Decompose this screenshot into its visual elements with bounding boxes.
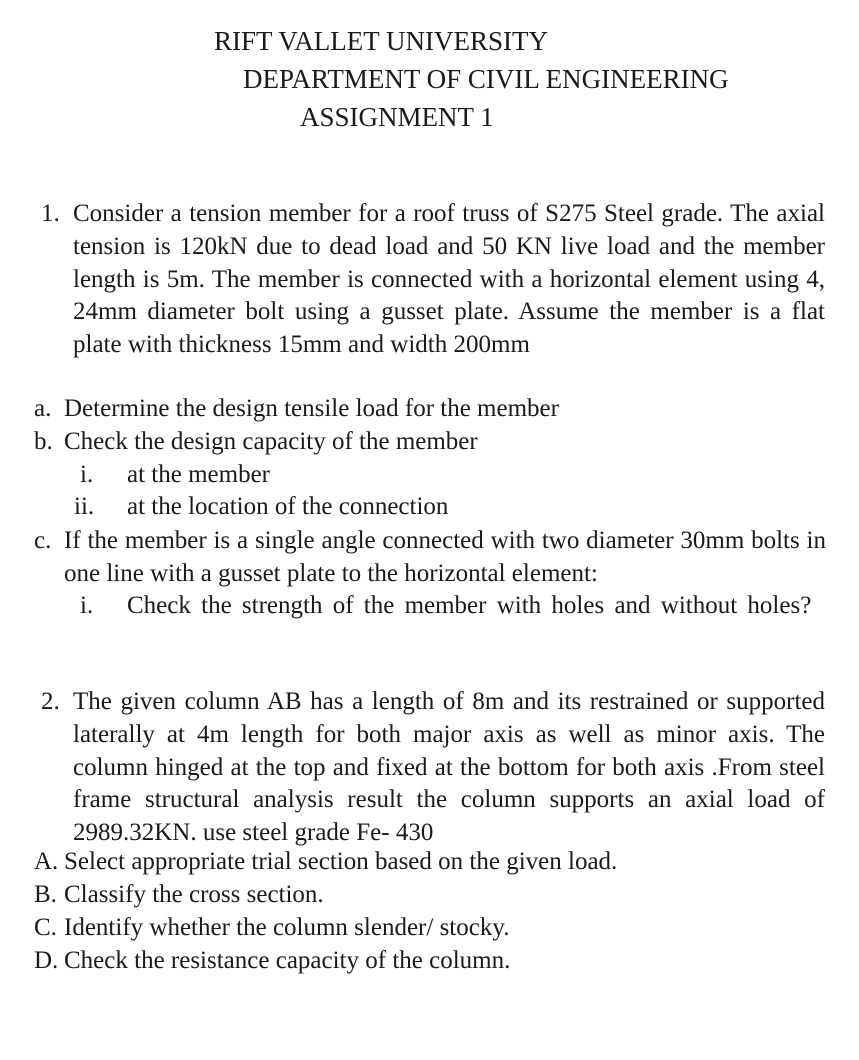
question-2-part-d	[34, 946, 510, 976]
subpart-text: at the member	[127, 461, 270, 488]
part-text: Identify whether the column slender/ stocky.	[64, 914, 510, 941]
part-text: Select appropriate trial section based on the given load.	[64, 848, 618, 875]
part-label: a.	[34, 395, 52, 422]
part-text: Check the design capacity of the member	[64, 428, 478, 455]
assignment-title: ASSIGNMENT 1	[300, 102, 494, 132]
part-label: b.	[34, 428, 53, 455]
question-2-text: The given column AB has a length of 8m and its restrained or supported laterally at 4m length for both major axis as well as minor axis. The column hinged at the top and fixed at the bottom for both axis .From steel frame structural analysis result the column supports an axial load of 2989.32KN. use steel grade Fe- 430	[73, 688, 825, 847]
subpart-label: i.	[80, 592, 94, 619]
part-label: c.	[34, 527, 52, 554]
question-1-part-c	[34, 525, 826, 590]
question-2-part-a	[34, 847, 617, 877]
question-2-part-c	[34, 913, 509, 943]
part-label: A.	[34, 848, 59, 875]
department-name: DEPARTMENT OF CIVIL ENGINEERING	[243, 64, 729, 94]
question-2	[41, 686, 825, 850]
subpart-label: ii.	[74, 493, 95, 520]
subpart-label: i.	[80, 461, 94, 488]
part-label: D.	[34, 947, 59, 974]
part-label: C.	[34, 914, 57, 941]
question-1	[41, 198, 825, 362]
part-text: Check the resistance capacity of the column.	[64, 947, 511, 974]
question-1-part-c-sub-i	[80, 590, 826, 623]
part-text: Determine the design tensile load for the member	[64, 395, 559, 422]
part-label: B.	[34, 881, 57, 908]
question-1-part-b-sub-ii	[74, 492, 448, 522]
part-text: If the member is a single angle connected with two diameter 30mm bolts in one line with a gusset plate to the horizontal element:	[64, 527, 826, 587]
question-1-text: Consider a tension member for a roof truss of S275 Steel grade. The axial tension is 120kN due to dead load and 50 KN live load and the member length is 5m. The member is connected with a horizontal element using 4, 24mm diameter bolt using a gusset plate. Assume the member is a flat plate with thickness 15mm and width 200mm	[73, 200, 825, 359]
subpart-text: Check the strength of the member with holes and without holes?	[127, 592, 812, 619]
question-1-part-a	[34, 394, 559, 424]
question-1-part-b-sub-i	[80, 460, 270, 490]
subpart-text: at the location of the connection	[127, 493, 449, 520]
question-1-part-b	[34, 427, 478, 457]
question-1-number: 1.	[41, 200, 60, 227]
part-text: Classify the cross section.	[64, 881, 324, 908]
university-name: RIFT VALLET UNIVERSITY	[214, 26, 549, 56]
question-2-part-b	[34, 880, 324, 910]
question-2-number: 2.	[41, 688, 60, 715]
